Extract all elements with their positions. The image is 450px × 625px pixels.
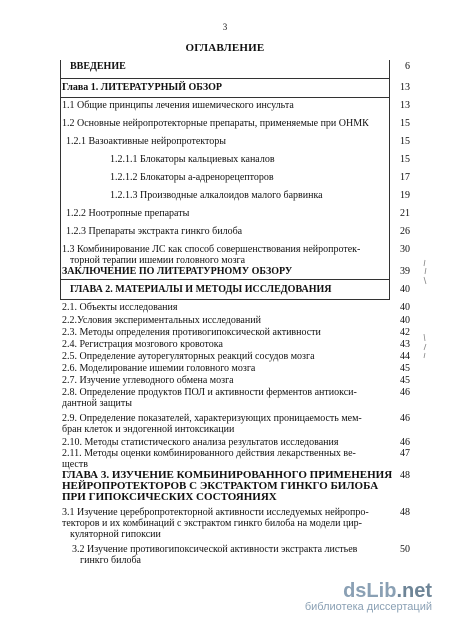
page-number: 3: [222, 22, 228, 32]
toc-entry: 2.3. Методы определения противогипоксической активности: [62, 327, 321, 338]
toc-entry: 2.9. Определение показателей, характеризующих проницаемость мем- бран клеток и эндогенной интоксикации: [62, 413, 362, 435]
toc-page: 15: [400, 154, 410, 165]
toc-page: 40: [400, 315, 410, 326]
toc-page: 13: [400, 82, 410, 93]
toc-page: 42: [400, 327, 410, 338]
toc-entry: 1.2 Основные нейропротекторные препараты, применяемые при ОНМК: [62, 118, 369, 129]
toc-entry: 1.2.1.1 Блокаторы кальциевых каналов: [110, 154, 275, 165]
toc-page: 15: [400, 136, 410, 147]
toc-entry: 2.4. Регистрация мозгового кровотока: [62, 339, 223, 350]
margin-mark: [418, 332, 432, 360]
toc-page: 26: [400, 226, 410, 237]
toc-entry: 2.5. Определение ауторегуляторных реакций сосудов мозга: [62, 351, 315, 362]
toc-entry: 1.2.3 Препараты экстракта гинкго билоба: [66, 226, 243, 237]
toc-entry: ВВЕДЕНИЕ: [70, 61, 126, 72]
watermark-subtitle: библиотека диссертаций: [304, 601, 432, 613]
toc-entry: 1.2.1 Вазоактивные нейропротекторы: [66, 136, 226, 147]
table-line: [389, 60, 390, 300]
toc-page: 43: [400, 339, 410, 350]
toc-entry: 2.8. Определение продуктов ПОЛ и активности ферментов антиокси- дантной защиты: [62, 387, 357, 409]
toc-entry: 2.7. Изучение углеводного обмена мозга: [62, 375, 234, 386]
toc-page: 46: [400, 437, 410, 448]
toc-entry: 2.1. Объекты исследования: [62, 302, 178, 313]
table-line: [60, 299, 390, 300]
toc-page: 45: [400, 375, 410, 386]
toc-page: 40: [400, 302, 410, 313]
table-line: [60, 279, 390, 280]
toc-page: 47: [400, 448, 410, 459]
toc-page: 39: [400, 266, 410, 277]
toc-page: 15: [400, 118, 410, 129]
toc-page: 30: [400, 244, 410, 255]
toc-entry: ЗАКЛЮЧЕНИЕ ПО ЛИТЕРАТУРНОМУ ОБЗОРУ: [62, 266, 293, 277]
table-line: [60, 78, 390, 79]
toc-entry: Глава 1. ЛИТЕРАТУРНЫЙ ОБЗОР: [62, 82, 223, 93]
table-line: [60, 97, 390, 98]
watermark: [305, 580, 432, 613]
toc-page: 44: [400, 351, 410, 362]
toc-entry: 3.2 Изучение противогипоксической активности экстракта листьев гинкго билоба: [72, 544, 358, 566]
toc-entry: 1.1 Общие принципы лечения ишемического инсульта: [62, 100, 294, 111]
toc-entry: ГЛАВА 2. МАТЕРИАЛЫ И МЕТОДЫ ИССЛЕДОВАНИЯ: [70, 284, 332, 295]
toc-page: 21: [400, 208, 410, 219]
toc-entry: 1.2.1.3 Производные алкалоидов малого барвинка: [110, 190, 323, 201]
toc-page: 46: [400, 413, 410, 424]
toc-entry: 2.2.Условия экспериментальных исследований: [62, 315, 261, 326]
toc-page: 13: [400, 100, 410, 111]
table-line: [60, 60, 61, 300]
toc-page: 46: [400, 387, 410, 398]
toc-entry: 2.11. Методы оценки комбинированного действия лекарственных ве- ществ: [62, 448, 356, 470]
toc-entry: 2.10. Методы статистического анализа результатов исследования: [62, 437, 339, 448]
toc-page: 48: [400, 507, 410, 518]
toc-page: 19: [400, 190, 410, 201]
toc-page: 45: [400, 363, 410, 374]
toc-page: 48: [400, 470, 410, 481]
toc-entry: 3.1 Изучение церебропротекторной активности исследуемых нейропро- текторов и их комбинаций с экстрактом гинкго билоба на модели цир- куляторной гипоксии: [62, 507, 369, 540]
toc-entry: ГЛАВА 3. ИЗУЧЕНИЕ КОМБИНИРОВАННОГО ПРИМЕНЕНИЯ НЕЙРОПРОТЕКТОРОВ С ЭКСТРАКТОМ ГИНКГО БИЛОБА ПРИ ГИПОКСИЧЕСКИХ СОСТОЯНИЯХ: [62, 469, 393, 503]
watermark-logo: dsLib.net: [343, 580, 432, 602]
toc-page: 6: [405, 61, 410, 72]
toc-entry: 1.2.2 Ноотропные препараты: [66, 208, 190, 219]
toc-entry: 2.6. Моделирование ишемии головного мозга: [62, 363, 256, 374]
toc-page: 17: [400, 172, 410, 183]
margin-mark: [418, 258, 432, 288]
toc-page: 50: [400, 544, 410, 555]
toc-title: ОГЛАВЛЕНИЕ: [185, 42, 265, 54]
toc-entry: 1.2.1.2 Блокаторы а-адренорецепторов: [110, 172, 274, 183]
toc-entry: 1.3 Комбинирование ЛС как способ совершенствования нейропротек- торной терапии ишемии головного мозга: [62, 244, 361, 266]
toc-page: 40: [400, 284, 410, 295]
